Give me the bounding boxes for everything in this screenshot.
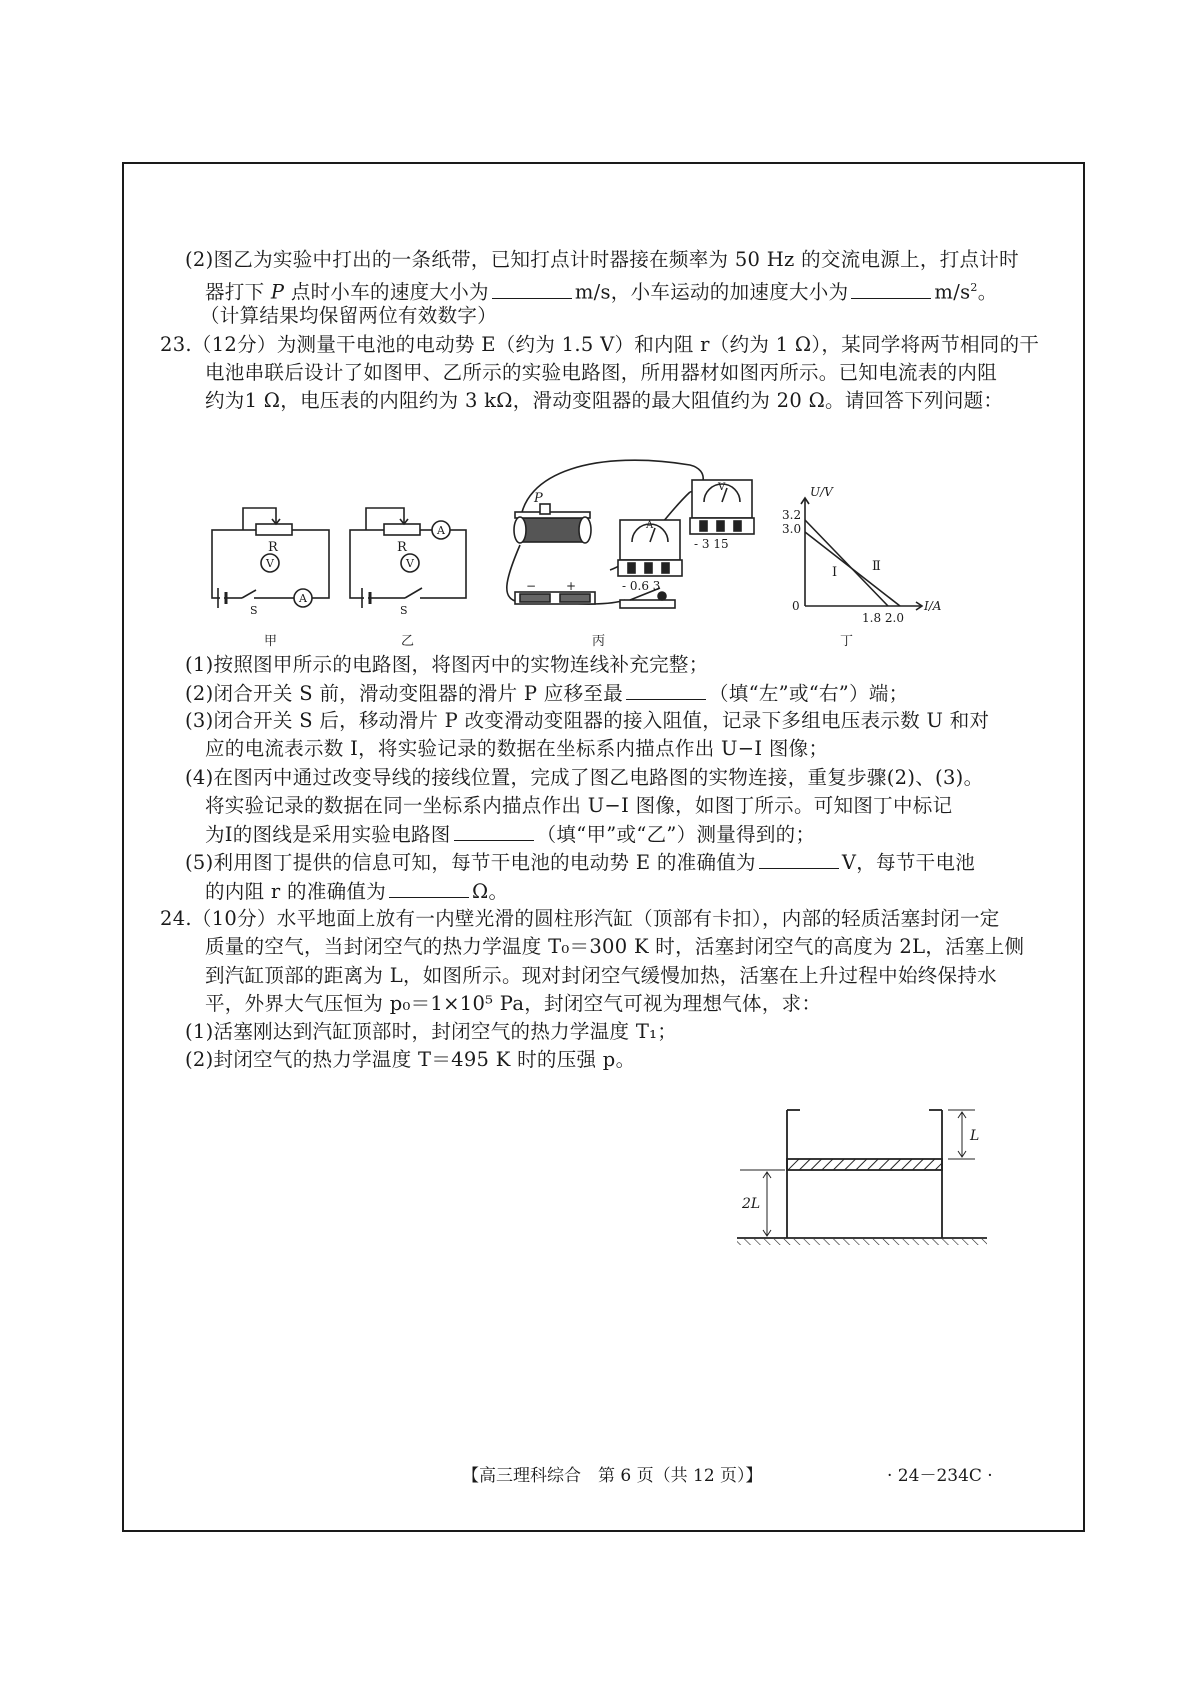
axis-u-label: U/V — [810, 485, 833, 499]
line-II-label: Ⅱ — [872, 559, 881, 574]
q23-sub2: (2)闭合开关 S 前，滑动变阻器的滑片 P 应移至最 （填“左”或“右”）端； — [185, 682, 909, 705]
q24-sub1: (1)活塞刚达到汽缸顶部时，封闭空气的热力学温度 T₁； — [185, 1020, 678, 1043]
footer-page-info: 【高三理科综合 第 6 页（共 12 页）】 — [462, 1466, 763, 1486]
bing-caption: 丙 — [592, 634, 606, 649]
jia-V-label: V — [266, 557, 274, 570]
yi-V-label: V — [406, 557, 414, 570]
jia-caption: 甲 — [264, 634, 278, 649]
q23-sub5-line1: (5)利用图丁提供的信息可知，每节干电池的电动势 E 的准确值为 V，每节干电池 — [185, 851, 976, 874]
tick-origin: 0 — [792, 599, 800, 613]
battery-plus: + — [566, 579, 577, 593]
jia-R-label: R — [268, 540, 278, 555]
q23-sub4-line1: (4)在图丙中通过改变导线的接线位置，完成了图乙电路图的实物连接，重复步骤(2)、(3)。 — [185, 766, 984, 789]
q24-sub2: (2)封闭空气的热力学温度 T＝495 K 时的压强 p。 — [185, 1048, 636, 1071]
q22-part2-line3: （计算结果均保留两位有效数字） — [200, 304, 498, 327]
q23-sub3-line1: (3)闭合开关 S 后，移动滑片 P 改变滑动变阻器的接入阻值，记录下多组电压表示数 U 和对 — [185, 709, 990, 732]
yi-S-label: S — [400, 604, 408, 617]
q24-stem-line3: 到汽缸顶部的距离为 L，如图所示。现对封闭空气缓慢加热，活塞在上升过程中始终保持水 — [205, 964, 997, 987]
line-I-label: Ⅰ — [832, 565, 838, 580]
tick-3.0: 3.0 — [782, 522, 802, 536]
jia-A-label: A — [299, 592, 307, 605]
yi-caption: 乙 — [401, 634, 415, 649]
footer-code: · 24－234C · — [887, 1466, 993, 1486]
q22-part2-line2: 器打下 P 点时小车的速度大小为 m/s，小车运动的加速度大小为 $m/s^2$。 — [205, 280, 998, 304]
piston — [787, 1159, 942, 1170]
battery-minus: − — [526, 579, 537, 593]
tick-1.8-2.0: 1.8 2.0 — [862, 611, 904, 625]
q24-stem-line1: 24.（10分）水平地面上放有一内壁光滑的圆柱形汽缸（顶部有卡扣），内部的轻质活塞封闭一定 — [160, 907, 1000, 930]
jia-S-label: S — [250, 604, 258, 617]
bing-P-label: P — [534, 491, 543, 506]
q23-sub3-line2: 应的电流表示数 I，将实验记录的数据在坐标系内描点作出 U−I 图像； — [205, 737, 829, 760]
ammeter-scale: - 0.6 3 — [622, 579, 661, 593]
q23-sub4-line3: 为Ⅰ的图线是采用实验电路图 （填“甲”或“乙”）测量得到的； — [205, 823, 816, 846]
q24-stem-line2: 质量的空气，当封闭空气的热力学温度 T₀＝300 K 时，活塞封闭空气的高度为 2L，活塞上侧 — [205, 935, 1025, 958]
q23-sub5-line2: 的内阻 r 的准确值为 Ω。 — [205, 880, 509, 903]
voltmeter-scale: - 3 15 — [694, 537, 729, 551]
ammeter-face-label: A — [646, 520, 654, 531]
yi-A-label: A — [437, 524, 445, 537]
q24-stem-line4: 平，外界大气压恒为 p₀＝1×10⁵ Pa，封闭空气可视为理想气体，求： — [205, 992, 822, 1015]
yi-R-label: R — [397, 540, 407, 555]
q22-part2-line1: (2)图乙为实验中打出的一条纸带，已知打点计时器接在频率为 50 Hz 的交流电源上，打点计时 — [185, 248, 1019, 271]
q23-sub1: (1)按照图甲所示的电路图，将图丙中的实物连线补充完整； — [185, 653, 709, 676]
label-L: L — [970, 1128, 980, 1144]
tick-3.2: 3.2 — [782, 508, 802, 522]
label-2L: 2L — [742, 1196, 761, 1212]
q23-stem-line1: 23.（12分）为测量干电池的电动势 E（约为 1.5 V）和内阻 r（约为 1 Ω），某同学将两节相同的干 — [160, 333, 1040, 356]
q23-sub4-line2: 将实验记录的数据在同一坐标系内描点作出 U−I 图像，如图丁所示。可知图丁中标记 — [205, 794, 953, 817]
q23-stem-line2: 电池串联后设计了如图甲、乙所示的实验电路图，所用器材如图丙所示。已知电流表的内阻 — [205, 361, 998, 384]
ding-caption: 丁 — [840, 634, 854, 649]
voltmeter-face-label: V — [718, 482, 726, 493]
axis-i-label: I/A — [924, 599, 942, 613]
q23-stem-line3: 约为1 Ω，电压表的内阻约为 3 kΩ，滑动变阻器的最大阻值约为 20 Ω。请回答下列问题： — [205, 389, 1004, 412]
